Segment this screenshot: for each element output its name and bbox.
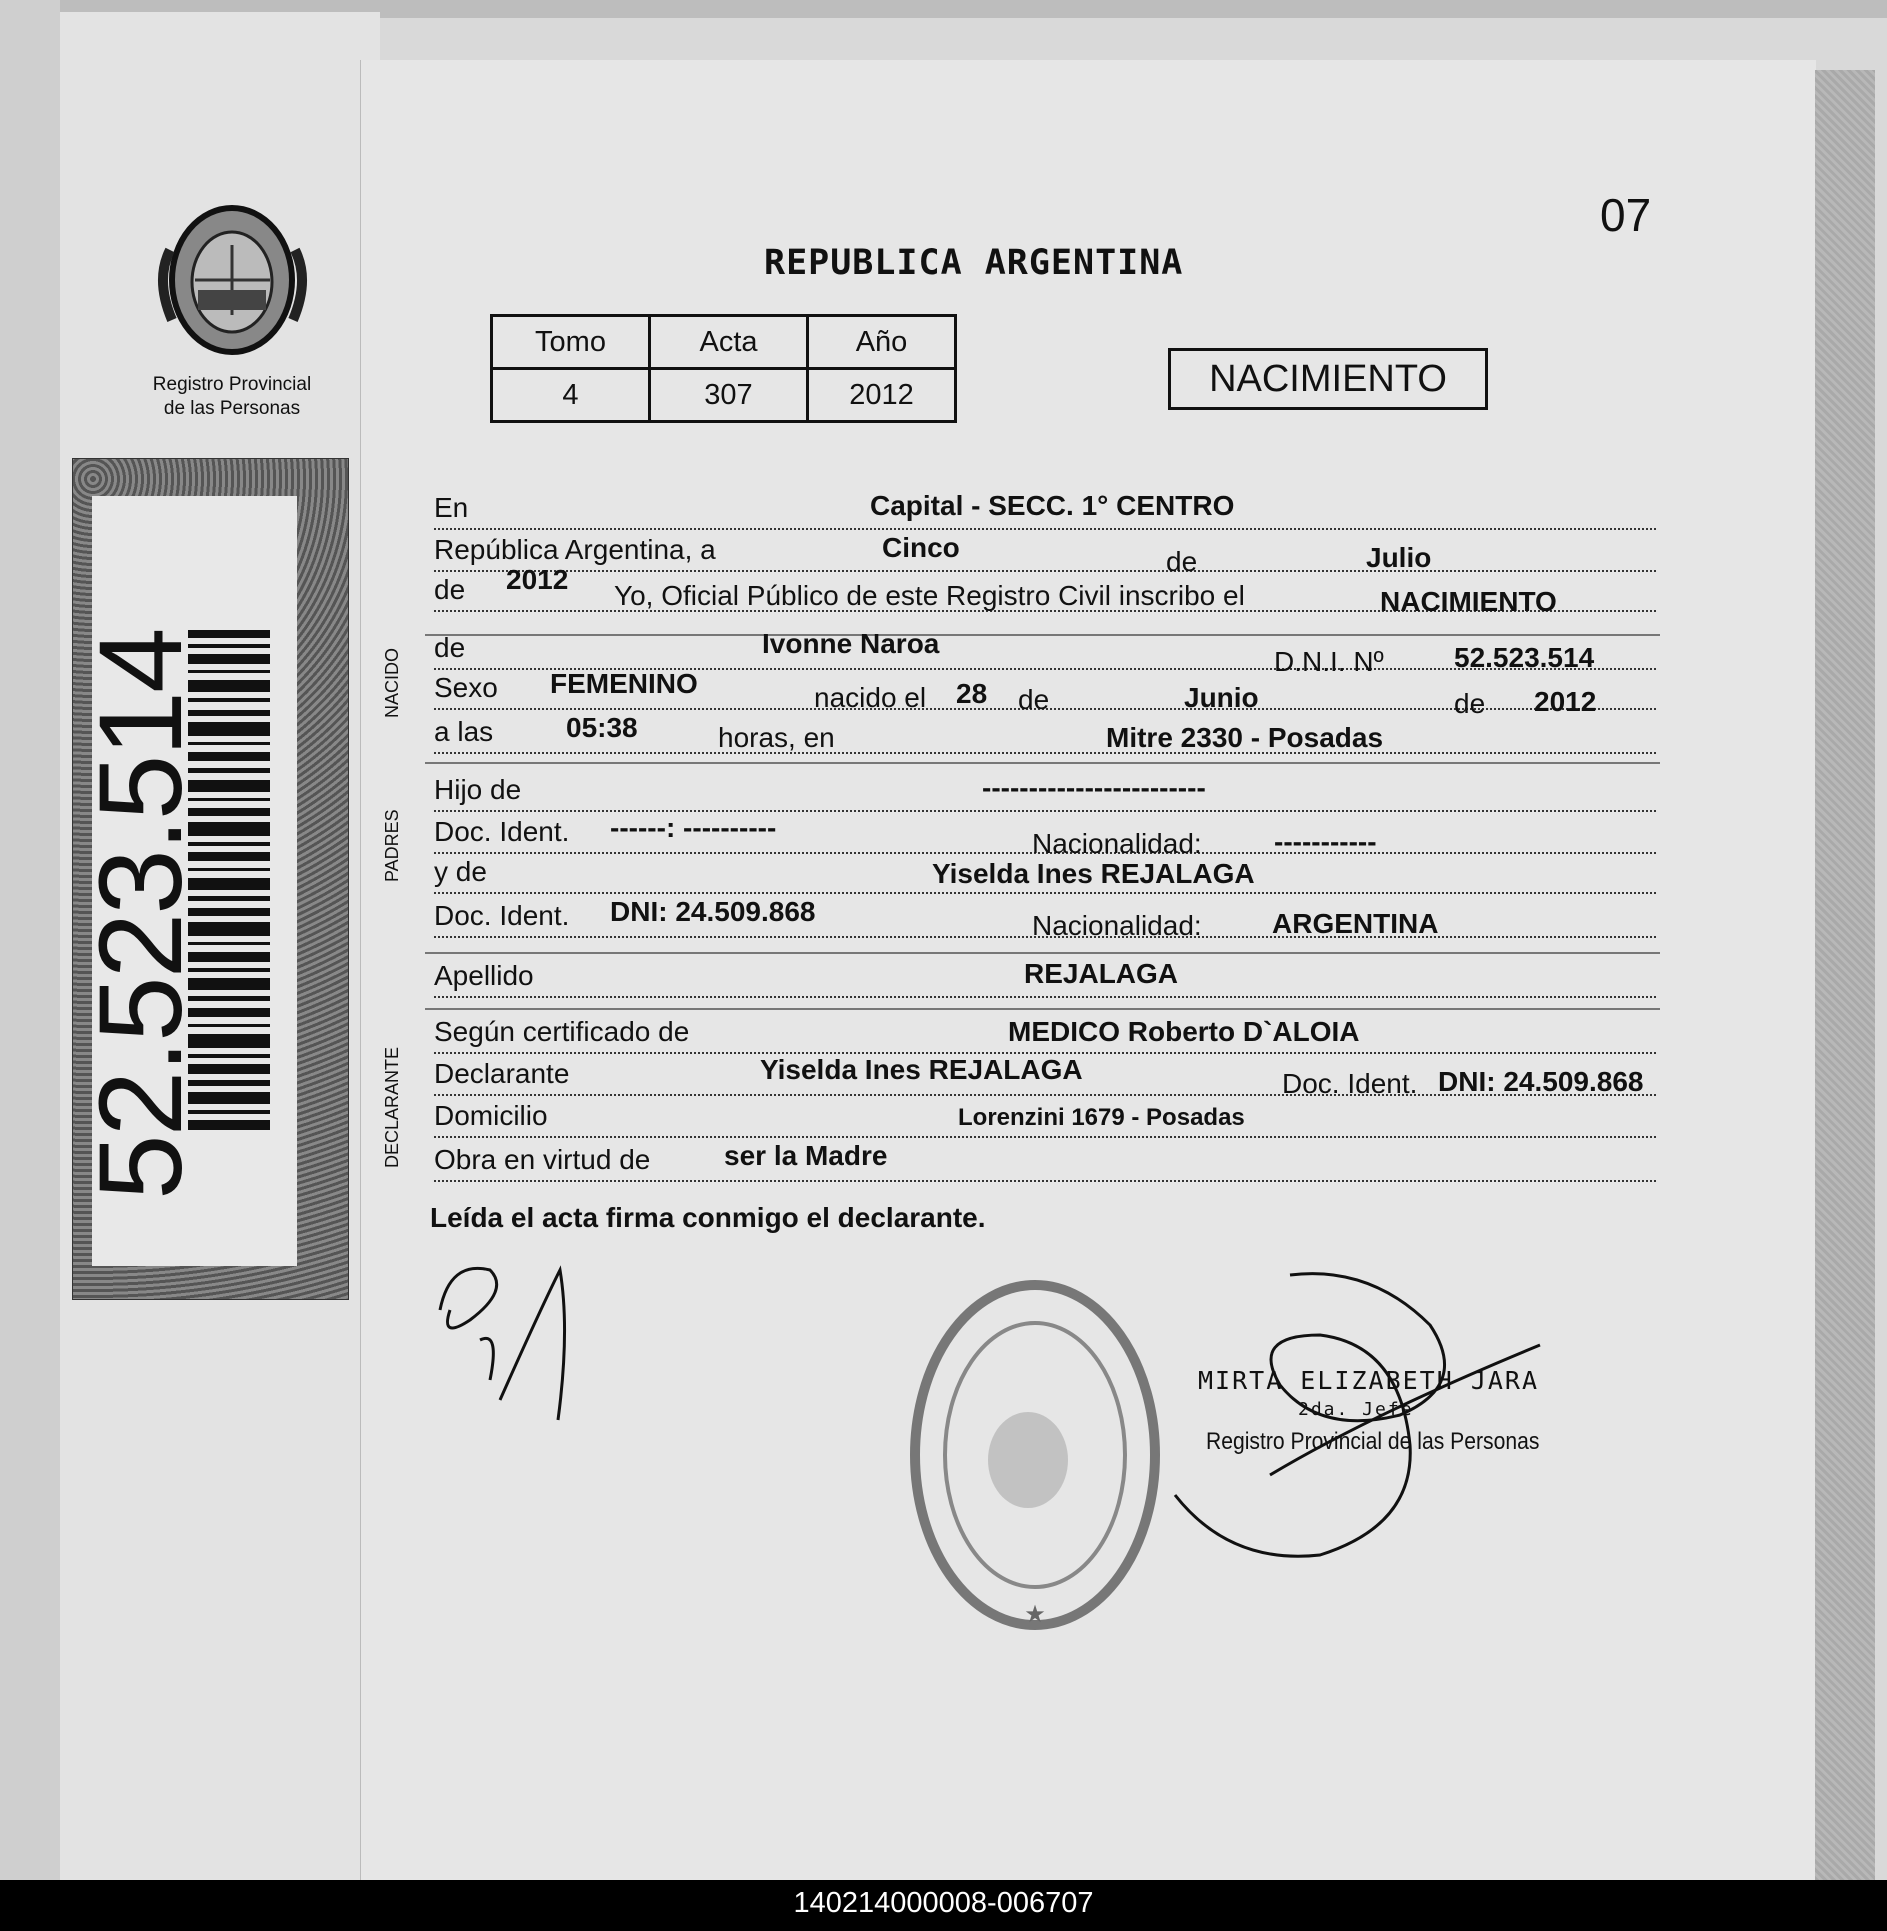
label-hijo-de: Hijo de bbox=[434, 774, 522, 805]
value-madre-doc: DNI: 24.509.868 bbox=[610, 896, 816, 927]
label-de2: de bbox=[434, 574, 466, 605]
value-madre: Yiselda Ines REJALAGA bbox=[932, 858, 1255, 889]
value-padre-doc: ------: ---------- bbox=[610, 812, 777, 843]
row-hora bbox=[434, 712, 1656, 754]
value-declarante: Yiselda Ines REJALAGA bbox=[760, 1054, 1083, 1085]
label-certificado: Según certificado de bbox=[434, 1016, 690, 1047]
label-oficial-text: Yo, Oficial Público de este Registro Civil inscribo el bbox=[614, 580, 1245, 611]
official-name: MIRTA ELIZABETH JARA bbox=[1198, 1366, 1540, 1395]
value-acto: NACIMIENTO bbox=[1380, 586, 1557, 617]
row-obra bbox=[434, 1140, 1656, 1182]
declarante-signature-icon bbox=[430, 1250, 590, 1430]
value-dni: 52.523.514 bbox=[1454, 642, 1595, 673]
official-stamp-icon bbox=[900, 1270, 1170, 1640]
label-sexo: Sexo bbox=[434, 672, 498, 703]
label-de: de bbox=[1166, 546, 1198, 577]
row-declarante bbox=[434, 1054, 1656, 1099]
label-doc-ident: Doc. Ident. bbox=[434, 816, 570, 847]
value-lugar: Capital - SECC. 1° CENTRO bbox=[870, 490, 1235, 521]
book-spine bbox=[1815, 70, 1875, 1880]
row-anio-acto bbox=[434, 564, 1656, 617]
value-mes: Julio bbox=[1366, 542, 1432, 573]
label-horas-en: horas, en bbox=[718, 722, 835, 753]
row-sexo bbox=[434, 668, 1656, 719]
label-de3: de bbox=[434, 632, 466, 663]
row-madre bbox=[434, 852, 1656, 894]
stub-office-line2: de las Personas bbox=[163, 398, 301, 419]
label-y-de: y de bbox=[434, 856, 487, 887]
official-role: 2da. Jefe bbox=[1298, 1399, 1414, 1420]
label-nacido-el: nacido el bbox=[814, 682, 927, 713]
svg-text:★: ★ bbox=[1024, 1601, 1046, 1628]
row-madre-doc bbox=[434, 896, 1656, 941]
label-de5: de bbox=[1454, 688, 1486, 719]
registry-value-acta: 307 bbox=[650, 369, 808, 422]
stub-dni-number: 52.523.514 bbox=[75, 629, 207, 1200]
row-nombre bbox=[434, 628, 1656, 677]
label-apellido: Apellido bbox=[434, 960, 534, 991]
label-declarante: Declarante bbox=[434, 1058, 570, 1089]
row-fecha bbox=[434, 530, 1656, 577]
label-republica: República Argentina, a bbox=[434, 534, 716, 565]
page-title: REPUBLICA ARGENTINA bbox=[764, 243, 1184, 283]
value-apellido: REJALAGA bbox=[1024, 958, 1179, 989]
registry-value-tomo: 4 bbox=[492, 369, 650, 422]
separator-3 bbox=[425, 952, 1660, 954]
section-label-declarante: DECLARANTE bbox=[382, 1046, 402, 1168]
official-office: Registro Provincial de las Personas bbox=[1206, 1428, 1540, 1455]
value-nac-mes: Junio bbox=[1184, 682, 1259, 713]
section-label-padres: PADRES bbox=[382, 809, 402, 882]
value-anio: 2012 bbox=[506, 564, 569, 595]
value-nombre: Ivonne Naroa bbox=[762, 628, 940, 659]
registry-value-row bbox=[492, 369, 956, 422]
label-nacionalidad: Nacionalidad: bbox=[1032, 828, 1202, 859]
label-nacionalidad2: Nacionalidad: bbox=[1032, 910, 1202, 941]
value-lugar-nac: Mitre 2330 - Posadas bbox=[1106, 722, 1384, 753]
registry-table bbox=[490, 314, 957, 423]
document-id: 140214000008-006707 bbox=[793, 1887, 1094, 1919]
label-doc-ident2: Doc. Ident. bbox=[434, 900, 570, 931]
value-nac-anio: 2012 bbox=[1534, 686, 1597, 717]
label-en: En bbox=[434, 492, 469, 523]
label-a-las: a las bbox=[434, 716, 494, 747]
label-dni: D.N.I. Nº bbox=[1274, 646, 1384, 677]
value-declarante-doc: DNI: 24.509.868 bbox=[1438, 1066, 1644, 1097]
registry-header-acta: Acta bbox=[650, 316, 808, 369]
label-domicilio: Domicilio bbox=[434, 1100, 548, 1131]
value-domicilio: Lorenzini 1679 - Posadas bbox=[958, 1104, 1245, 1131]
value-obra: ser la Madre bbox=[724, 1140, 888, 1171]
registry-value-anio: 2012 bbox=[808, 369, 956, 422]
registry-header-anio: Año bbox=[808, 316, 956, 369]
row-certificado bbox=[434, 1012, 1656, 1054]
separator-4 bbox=[425, 1008, 1660, 1010]
section-label-nacido: NACIDO bbox=[382, 647, 402, 718]
registry-header-tomo: Tomo bbox=[492, 316, 650, 369]
page-number: 07 bbox=[1600, 189, 1652, 241]
value-dia: Cinco bbox=[882, 532, 960, 563]
value-hora: 05:38 bbox=[566, 712, 638, 743]
registry-header-row bbox=[492, 316, 956, 369]
label-de4: de bbox=[1018, 684, 1050, 715]
row-hijo-de bbox=[434, 770, 1656, 812]
row-apellido bbox=[434, 956, 1656, 998]
value-padre-nac: ----------- bbox=[1274, 826, 1377, 857]
value-madre-nac: ARGENTINA bbox=[1272, 908, 1439, 939]
label-doc-ident3: Doc. Ident. bbox=[1282, 1068, 1418, 1099]
label-obra: Obra en virtud de bbox=[434, 1144, 651, 1175]
act-type-box: NACIMIENTO bbox=[1168, 348, 1488, 410]
value-sexo: FEMENINO bbox=[550, 668, 698, 699]
value-certificado: MEDICO Roberto D`ALOIA bbox=[1008, 1016, 1360, 1047]
row-padre-doc bbox=[434, 812, 1656, 859]
value-nac-dia: 28 bbox=[956, 678, 988, 709]
provincia-misiones-seal-icon bbox=[150, 190, 315, 370]
row-lugar bbox=[434, 488, 1656, 530]
stub-office-line1: Registro Provincial bbox=[152, 374, 312, 395]
separator-2 bbox=[425, 762, 1660, 764]
row-domicilio bbox=[434, 1096, 1656, 1138]
value-padre: ------------------------ bbox=[982, 772, 1206, 803]
closing-text: Leída el acta firma conmigo el declarante. bbox=[430, 1202, 986, 1233]
